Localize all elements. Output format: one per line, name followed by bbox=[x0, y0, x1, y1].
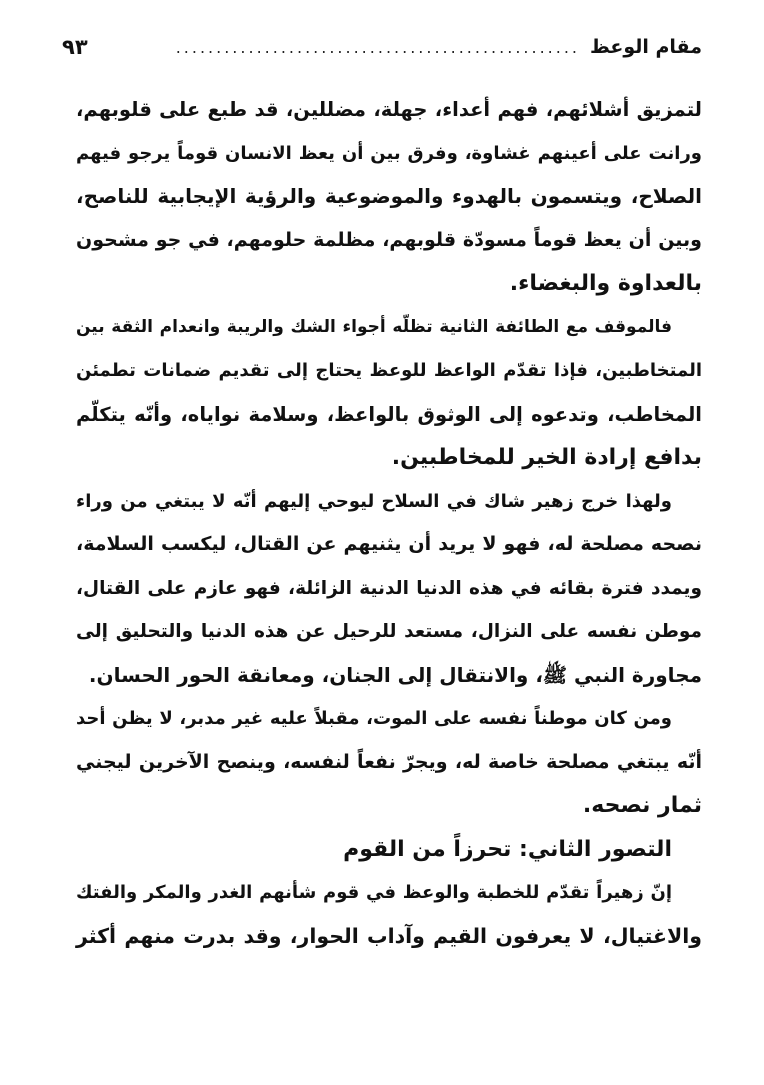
text-line: مجاورة النبي ﷺ، والانتقال إلى الجنان، ومعانقة الحور الحسان. bbox=[88, 662, 702, 687]
text-line: الصلاح، ويتسمون بالهدوء والموضوعية والرؤية الإيجابية للناصح، bbox=[76, 184, 702, 208]
text-line: المتخاطبين، فإذا تقدّم الواعظ للوعظ يحتاج إلى تقديم ضمانات تطمئن bbox=[76, 360, 702, 381]
text-line: ومن كان موطناً نفسه على الموت، مقبلاً عليه غير مدبر، لا يظن أحد bbox=[76, 708, 672, 729]
text-line: المخاطب، وتدعوه إلى الوثوق بالواعظ، وسلامة نواياه، وأنّه يتكلّم bbox=[76, 402, 702, 426]
leader-dots: .................................................. bbox=[175, 37, 580, 57]
text-line: فالموقف مع الطائفة الثانية تظلّه أجواء الشك والريبة وانعدام الثقة بين bbox=[76, 316, 672, 337]
text-line: ثمار نصحه. bbox=[582, 793, 702, 818]
page-number: ٩٣ bbox=[62, 35, 88, 59]
text-line: بالعداوة والبغضاء. bbox=[509, 271, 702, 296]
text-line: ويمدد فترة بقائه في هذه الدنيا الدنية الزائلة، فهو عازم على القتال، bbox=[76, 577, 702, 599]
paragraph-5 bbox=[76, 871, 702, 958]
section-heading: التصور الثاني: تحرزاً من القوم bbox=[343, 836, 672, 862]
text-line: بدافع إرادة الخير للمخاطبين. bbox=[391, 445, 702, 470]
text-line: ورانت على أعينهم غشاوة، وفرق بين أن يعظ الانسان قوماً يرجو فيهم bbox=[76, 142, 702, 164]
text-line: موطن نفسه على النزال، مستعد للرحيل عن هذه الدنيا والتحليق إلى bbox=[76, 621, 702, 642]
text-line: نصحه مصلحة له، فهو لا يريد أن يثنيهم عن القتال، ليكسب السلامة، bbox=[76, 533, 702, 555]
paragraph-3 bbox=[76, 480, 702, 698]
paragraph-4 bbox=[76, 697, 702, 828]
running-title: مقام الوعظ bbox=[590, 36, 702, 58]
body-text bbox=[76, 88, 702, 958]
text-line: ولهذا خرج زهير شاك في السلاح ليوحي إليهم أنّه لا يبتغي من وراء bbox=[76, 490, 672, 512]
text-line: أنّه يبتغي مصلحة خاصة له، ويجرّ نفعاً لنفسه، وينصح الآخرين ليجني bbox=[76, 750, 702, 773]
text-line: لتمزيق أشلائهم، فهم أعداء، جهلة، مضللين، قد طبع على قلوبهم، bbox=[76, 98, 702, 121]
paragraph-2 bbox=[76, 306, 702, 480]
paragraph-1 bbox=[76, 88, 702, 306]
text-line: والاغتيال، لا يعرفون القيم وآداب الحوار، وقد بدرت منهم أكثر bbox=[76, 923, 702, 948]
running-header bbox=[62, 30, 702, 64]
text-line: إنّ زهيراً تقدّم للخطبة والوعظ في قوم شأنهم الغدر والمكر والفتك bbox=[76, 882, 672, 903]
text-line: وبين أن يعظ قوماً مسودّة قلوبهم، مظلمة حلومهم، في جو مشحون bbox=[76, 228, 702, 251]
